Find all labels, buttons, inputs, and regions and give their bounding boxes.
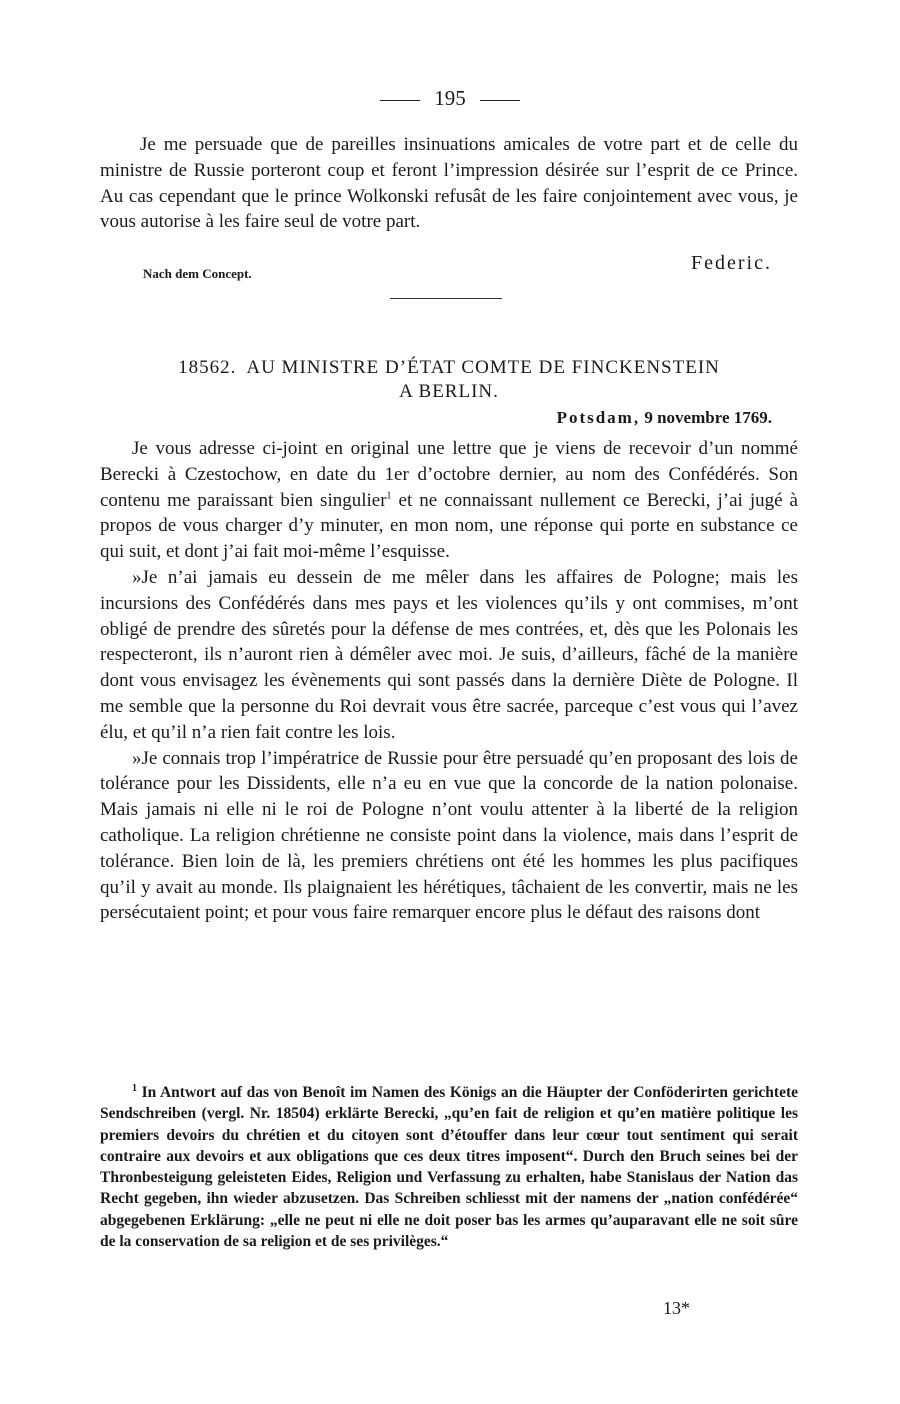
- letter-title-line1: AU MINISTRE D’ÉTAT COMTE DE FINCKENSTEIN: [246, 357, 720, 378]
- footnote-text: In Antwort auf das von Benoît im Namen des Königs an die Häupter der Conföderirten gerichtete Sendschreiben (vergl. Nr. 18504) erklärte Berecki, „qu’en fait de religion et qu’en matière politique les premiers devoirs du chrétien et du citoyen sont d’étouffer dans leur cœur tout sentiment qui serait contraire aux devoirs et aux obligations que ces deux titres imposent“. Durch den Bruch seines bei der Thronbesteigung geleisteten Eides, Religion und Verfassung zu erhalten, habe Stanislaus der Nation das Recht gegeben, ihn wieder abzusetzen. Das Schreiben schliesst mit der namens der „nation confédérée“ abgegebenen Erklärung: „elle ne peut ni elle ne doit poser bas les armes qu’auparavant elle ne soit sûre de la conservation de sa religion et de ses privilèges.“: [100, 1084, 798, 1251]
- source-note: Nach dem Concept.: [143, 266, 252, 281]
- date: 9 novembre 1769.: [644, 408, 772, 427]
- signature: Federic.: [691, 252, 772, 274]
- dateline: [557, 408, 772, 428]
- letter-paragraph-2: »Je n’ai jamais eu dessein de me mêler dans les affaires de Pologne; mais les incursions des Confédérés dans mes pays et les violences qu’ils y ont commises, m’ont obligé de prendre des sûretés pour la défense de mes contrées, et, dès que les Polonais les respecteront, ils n’auront rien à démêler avec moi. Je suis, d’ailleurs, fâché de la manière dont vous envisagez les évènements qui sont passés dans la dernière Diète de Pologne. Il me semble que la personne du Roi devrait vous être sacrée, parceque c’est vous qui l’avez élu, et qu’il n’a rien fait contre les lois.: [100, 566, 798, 743]
- p1-before-note: Je vous adresse ci-joint en original une lettre que je viens de recevoir d’un nommé Berecki à Czestochow, en date du 1er d’octobre dernier, au nom des Confédérés. Son contenu me paraissant bien singulier: [100, 438, 798, 511]
- intro-block: [100, 132, 798, 235]
- letter-paragraph-3: »Je connais trop l’impératrice de Russie pour être persuadé qu’en proposant des lois de tolérance pour les Dissidents, elle n’a eu en vue que la concorde de la nation polonaise. Mais jamais ni elle ni le roi de Pologne n’ont voulu attenter à la liberté de la religion catholique. La religion chrétienne ne consiste point dans la violence, mais dans l’esprit de tolérance. Bien loin de là, les premiers chrétiens ont été les hommes les plus pacifiques qu’il y avait au monde. Ils plaignaient les hérétiques, tâchaient de les convertir, mais ne les persécutaient point; et pour vous faire remarquer encore plus le défaut des raisons dont: [100, 747, 798, 924]
- date-place: Potsdam,: [556, 408, 641, 427]
- heading-line-1: [100, 356, 798, 380]
- sheet-signature: 13*: [663, 1298, 690, 1318]
- dash-left: [380, 100, 420, 101]
- section-divider: [390, 298, 502, 299]
- p1-after-note: et ne connaissant nullement ce Berecki, j’ai jugé à propos de vous charger d’y minuter, en mon nom, une réponse qui porte en substance ce qui suit, et dont j’ai fait moi-même l’esquisse.: [100, 489, 798, 563]
- letter-number: 18562.: [178, 357, 237, 378]
- page-number: 195: [434, 86, 466, 110]
- footnote: [100, 1082, 798, 1252]
- page-number-line: [0, 86, 900, 111]
- footnote-ref: 1: [386, 490, 392, 502]
- letter-heading: [100, 356, 798, 404]
- footnote-mark: 1: [132, 1082, 137, 1094]
- letter-paragraph-1: [100, 436, 798, 565]
- letter-body: [100, 436, 798, 926]
- dash-right: [480, 100, 520, 101]
- intro-paragraph: Je me persuade que de pareilles insinuations amicales de votre part et de celle du ministre de Russie porteront coup et feront l’impression désirée sur l’esprit de ce Prince. Au cas cependant que le prince Wolkonski refusât de les faire conjointement avec vous, je vous autorise à les faire seul de votre part.: [100, 134, 798, 233]
- letter-title-line2: A BERLIN.: [399, 381, 499, 402]
- footnote-paragraph: [100, 1082, 798, 1252]
